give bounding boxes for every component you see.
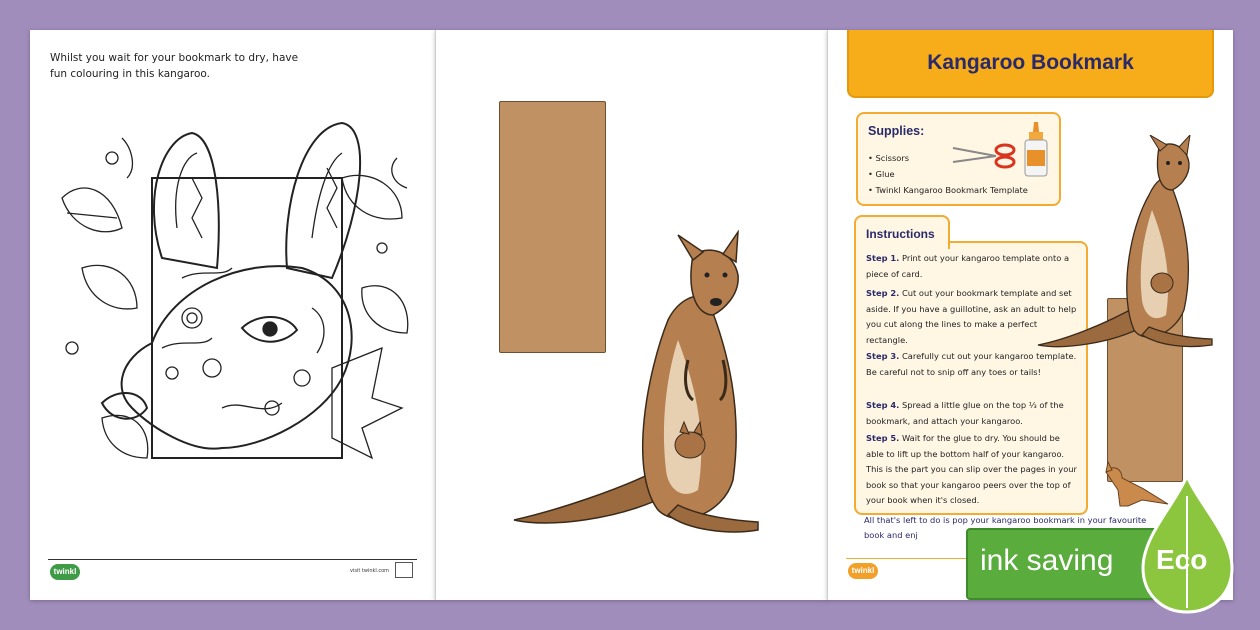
page-title: Kangaroo Bookmark (927, 51, 1134, 74)
step-text: Print out your kangaroo template onto a piece of card. (866, 253, 1070, 279)
supply-item: • Twinkl Kangaroo Bookmark Template (868, 185, 1028, 195)
footer-divider (48, 559, 417, 560)
step-text: Spread a little glue on the top ⅓ of the bookmark, and attach your kangaroo. (866, 400, 1064, 426)
finished-bookmark-kangaroo (1034, 135, 1214, 365)
closing-note: All that's left to do is pop your kangaroo bookmark in your favourite book and enj (864, 515, 1147, 540)
eco-label: Eco (1156, 544, 1208, 575)
step-text: Carefully cut out your kangaroo template. Be careful not to snip off any toes or tails! (866, 351, 1077, 377)
instructions-tab (854, 215, 950, 249)
supplies-panel (856, 112, 1061, 206)
colouring-page (30, 30, 435, 600)
scissors-icon (951, 142, 1021, 170)
kangaroo-cutout-image (508, 230, 768, 560)
step-label: Step 2. (866, 288, 900, 298)
step-label: Step 3. (866, 351, 900, 361)
supply-item: • Glue (868, 169, 895, 179)
twinkl-logo: twinkl (50, 564, 80, 580)
instruction-step (866, 398, 1080, 429)
visit-link[interactable]: visit twinkl.com (350, 568, 390, 574)
template-page (435, 30, 828, 600)
step-text: Wait for the glue to dry. You should be able to lift up the bottom half of your kangaroo. This is the part you can slip over the pages in your book so that your kangaroo peers over the top of your book when it's closed. (866, 433, 1077, 505)
step-label: Step 5. (866, 433, 900, 443)
instruction-step (866, 431, 1080, 509)
twinkl-badge-icon (395, 562, 413, 578)
supply-item: • Scissors (868, 153, 910, 163)
instructions-heading: Instructions (866, 227, 935, 241)
step-label: Step 1. (866, 253, 900, 263)
kangaroo-colouring-illustration (42, 118, 422, 498)
twinkl-logo: twinkl (848, 563, 878, 579)
ink-saving-label: ink saving (980, 544, 1114, 577)
supplies-heading: Supplies: (868, 124, 925, 138)
step-text: Cut out your bookmark template and set aside. If you have a guillotine, ask an adult to help you cut along the lines to make a perfect rectangle. (866, 288, 1077, 345)
colouring-instructions: Whilst you wait for your bookmark to dry, have fun colouring in this kangaroo. (50, 52, 299, 80)
title-banner (847, 30, 1214, 98)
step-label: Step 4. (866, 400, 900, 410)
